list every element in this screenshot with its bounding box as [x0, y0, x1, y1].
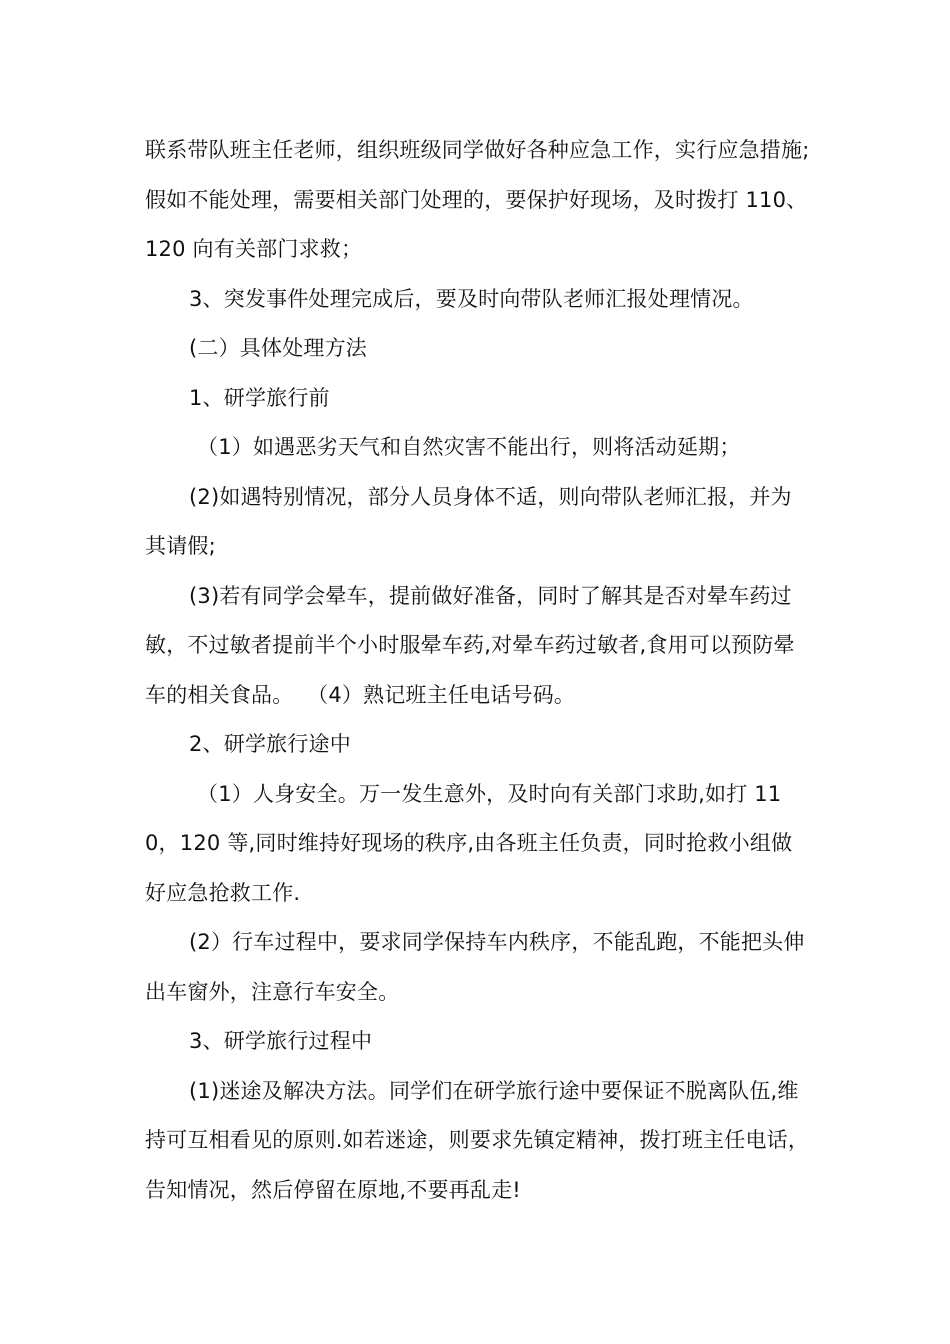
- subheading-during-trip: 2、研学旅行途中: [189, 732, 351, 756]
- paragraph-special-situation: (2)如遇特别情况，部分人员身体不适，则向带队老师汇报，并为其请假;: [145, 484, 792, 558]
- paragraph-motion-sickness: (3)若有同学会晕车，提前做好准备，同时了解其是否对晕车药过敏，不过敏者提前半个小时服晕车药,对晕车药过敏者,食用可以预防晕车的相关食品。 （4）熟记班主任电话号码。: [145, 583, 795, 707]
- paragraph-emergency-contact: 联系带队班主任老师，组织班级同学做好各种应急工作，实行应急措施;假如不能处理，需要相关部门处理的，要保护好现场，及时拨打 110、120 向有关部门求救；: [145, 138, 810, 261]
- subheading-during-study-process: 3、研学旅行过程中: [189, 1029, 373, 1053]
- section-heading-specific-methods: (二）具体处理方法: [189, 336, 367, 360]
- paragraph-getting-lost: (1)迷途及解决方法。同学们在研学旅行途中要保证不脱离队伍,维持可互相看见的原则.如若迷途，则要求先镇定精神，拨打班主任电话，告知情况，然后停留在原地,不要再乱走!: [145, 1078, 810, 1202]
- paragraph-driving-safety: (2）行车过程中，要求同学保持车内秩序，不能乱跑，不能把头伸出车窗外，注意行车安全。: [145, 930, 805, 1004]
- paragraph-personal-safety: （1）人身安全。万一发生意外，及时向有关部门求助,如打 110，120 等,同时维持好现场的秩序,由各班主任负责，同时抢救小组做好应急抢救工作.: [145, 781, 793, 905]
- paragraph-bad-weather: （1）如遇恶劣天气和自然灾害不能出行，则将活动延期；: [197, 435, 741, 459]
- subheading-before-trip: 1、研学旅行前: [189, 385, 330, 410]
- paragraph-report-after-incident: 3、突发事件处理完成后，要及时向带队老师汇报处理情况。: [189, 286, 754, 311]
- document-body: [145, 126, 810, 1215]
